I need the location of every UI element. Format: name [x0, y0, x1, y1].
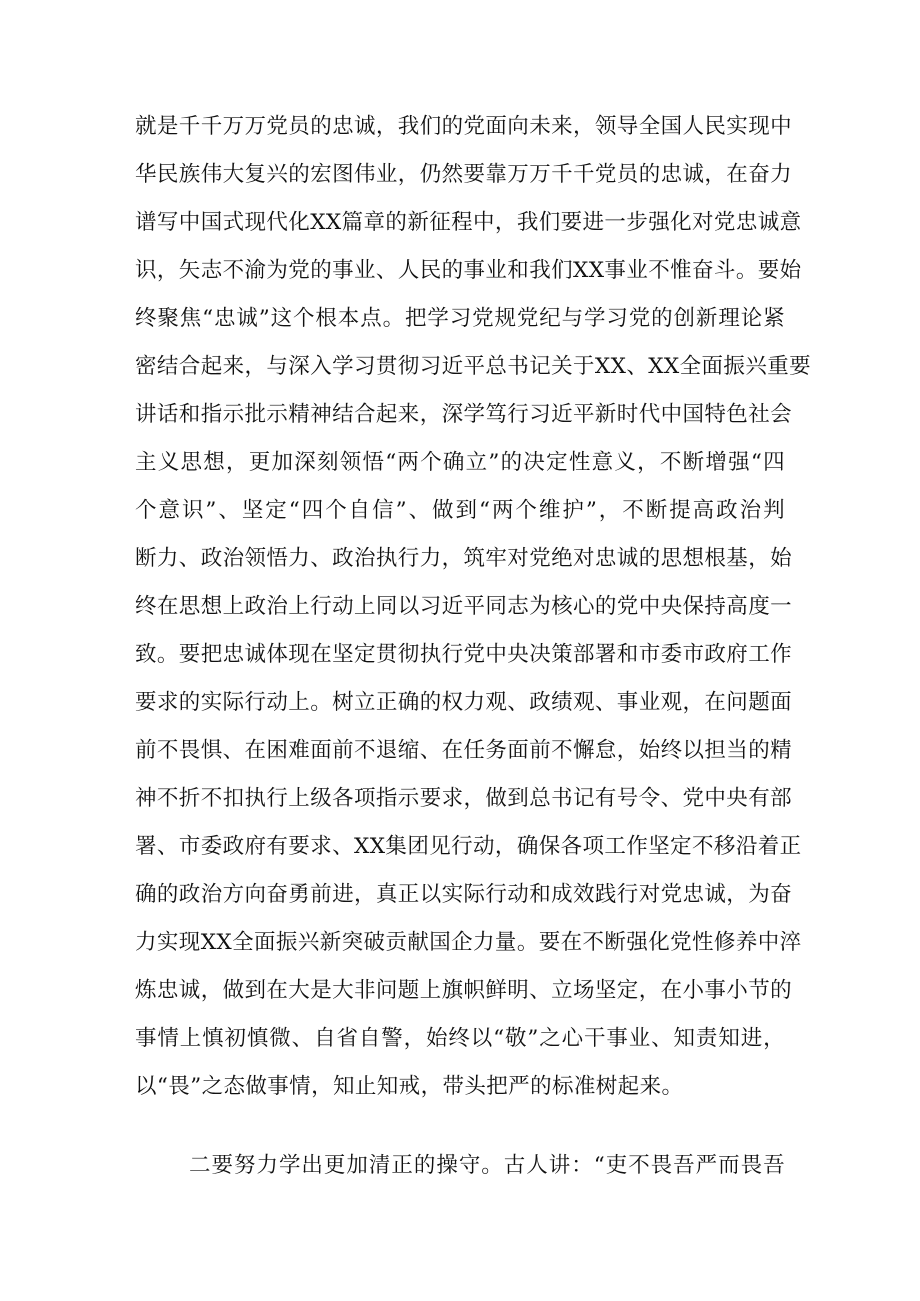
paragraph-line: 二要努力学出更加清正的操守。古人讲：“吏不畏吾严而畏吾: [189, 1153, 785, 1178]
paragraph-line: 前不畏惧、在困难面前不退缩、在任务面前不懈怠，始终以担当的精: [135, 738, 793, 763]
paragraph-line: 确的政治方向奋勇前进，真正以实际行动和成效践行对党忠诚，为奋: [135, 882, 793, 907]
paragraph-line: 断力、政治领悟力、政治执行力，筑牢对党绝对忠诚的思想根基，始: [135, 546, 793, 571]
paragraph-line: 密结合起来，与深入学习贯彻习近平总书记关于XX、XX全面振兴重要: [135, 354, 812, 379]
paragraph-line: 致。要把忠诚体现在坚定贯彻执行党中央决策部署和市委市政府工作: [135, 642, 793, 667]
paragraph-line: 署、市委政府有要求、XX集团见行动，确保各项工作坚定不移沿着正: [135, 834, 802, 859]
paragraph-line: 炼忠诚，做到在大是大非问题上旗帜鲜明、立场坚定，在小事小节的: [135, 978, 793, 1003]
paragraph-line: 主义思想，更加深刻领悟“两个确立”的决定性意义，不断增强“四: [135, 450, 785, 475]
paragraph-line: 个意识”、坚定“四个自信”、做到“两个维护”，不断提高政治判: [135, 498, 785, 523]
paragraph-line: 讲话和指示批示精神结合起来，深学笃行习近平新时代中国特色社会: [135, 402, 793, 427]
paragraph-line: 终聚焦“忠诚”这个根本点。把学习党规党纪与学习党的创新理论紧: [135, 306, 785, 331]
paragraph-line: 华民族伟大复兴的宏图伟业，仍然要靠万万千千党员的忠诚，在奋力: [135, 162, 793, 187]
paragraph-line: 终在思想上政治上行动上同以习近平同志为核心的党中央保持高度一: [135, 594, 793, 619]
paragraph-line: 要求的实际行动上。树立正确的权力观、政绩观、事业观，在问题面: [135, 690, 793, 715]
paragraph-line: 就是千千万万党员的忠诚，我们的党面向未来，领导全国人民实现中: [135, 114, 793, 139]
paragraph-line: 以“畏”之态做事情，知止知戒，带头把严的标准树起来。: [135, 1074, 684, 1099]
paragraph-line: 谱写中国式现代化XX篇章的新征程中，我们要进一步强化对党忠诚意: [135, 210, 802, 235]
paragraph-line: 神不折不扣执行上级各项指示要求，做到总书记有号令、党中央有部: [135, 786, 793, 811]
paragraph-line: 力实现XX全面振兴新突破贡献国企力量。要在不断强化党性修养中淬: [135, 930, 802, 955]
paragraph-line: 事情上慎初慎微、自省自警，始终以“敬”之心干事业、知责知进，: [135, 1026, 785, 1051]
paragraph-line: 识，矢志不渝为党的事业、人民的事业和我们XX事业不惟奋斗。要始: [135, 258, 802, 283]
